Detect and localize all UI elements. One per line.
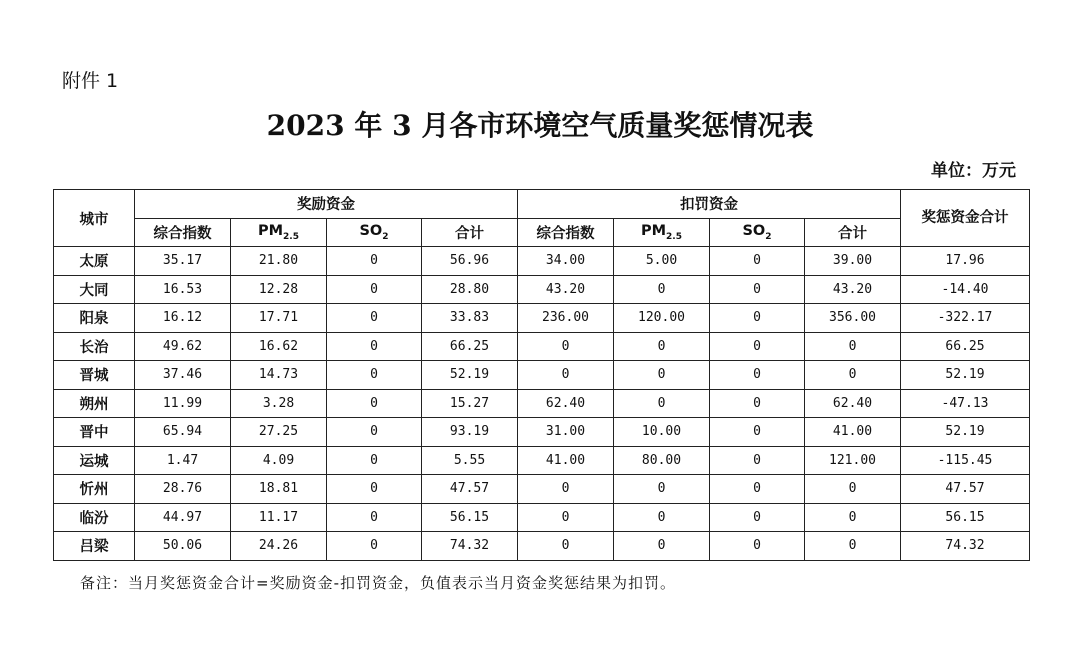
value-cell: 0 (614, 532, 710, 561)
value-cell: 0 (710, 247, 805, 276)
table-row (54, 418, 1030, 447)
value-cell: 5.00 (614, 247, 710, 276)
value-cell: 0 (805, 332, 901, 361)
value-cell: 0 (518, 532, 614, 561)
value-cell: 65.94 (135, 418, 231, 447)
value-cell: 3.28 (231, 389, 327, 418)
table-row (54, 532, 1030, 561)
value-cell: 0 (614, 389, 710, 418)
header-total: 奖惩资金合计 (901, 190, 1030, 247)
value-cell: 0 (614, 332, 710, 361)
header-reward-so2: $SO_2$ (327, 218, 422, 247)
value-cell: -14.40 (901, 275, 1030, 304)
value-cell: 0 (710, 389, 805, 418)
value-cell: 43.20 (805, 275, 901, 304)
value-cell: 28.76 (135, 475, 231, 504)
value-cell: 10.00 (614, 418, 710, 447)
value-cell: 0 (710, 503, 805, 532)
value-cell: 41.00 (518, 446, 614, 475)
header-reward-composite: 综合指数 (135, 218, 231, 247)
header-reward-pm25: $PM_{2.5}$ (231, 218, 327, 247)
value-cell: 0 (327, 275, 422, 304)
city-cell: 大同 (54, 275, 135, 304)
value-cell: 356.00 (805, 304, 901, 333)
value-cell: 0 (327, 361, 422, 390)
value-cell: 62.40 (805, 389, 901, 418)
value-cell: 5.55 (422, 446, 518, 475)
attachment-label: 附件 1 (62, 70, 119, 92)
table-row (54, 503, 1030, 532)
value-cell: 0 (805, 361, 901, 390)
value-cell: 66.25 (422, 332, 518, 361)
table-row (54, 475, 1030, 504)
value-cell: 11.99 (135, 389, 231, 418)
header-penalty-so2: $SO_2$ (710, 218, 805, 247)
value-cell: 1.47 (135, 446, 231, 475)
value-cell: -115.45 (901, 446, 1030, 475)
value-cell: 52.19 (422, 361, 518, 390)
value-cell: 16.62 (231, 332, 327, 361)
value-cell: 0 (710, 475, 805, 504)
value-cell: 52.19 (901, 418, 1030, 447)
value-cell: 24.26 (231, 532, 327, 561)
city-cell: 晋中 (54, 418, 135, 447)
value-cell: 0 (710, 304, 805, 333)
value-cell: 56.15 (901, 503, 1030, 532)
value-cell: 43.20 (518, 275, 614, 304)
value-cell: 0 (710, 275, 805, 304)
city-cell: 吕梁 (54, 532, 135, 561)
value-cell: 16.53 (135, 275, 231, 304)
table-row (54, 446, 1030, 475)
value-cell: 93.19 (422, 418, 518, 447)
table-row (54, 304, 1030, 333)
footnote: 备注：当月奖惩资金合计=奖励资金-扣罚资金，负值表示当月资金奖惩结果为扣罚。 (80, 574, 676, 592)
value-cell: 236.00 (518, 304, 614, 333)
value-cell: 121.00 (805, 446, 901, 475)
table-row (54, 361, 1030, 390)
header-reward-group: 奖励资金 (135, 190, 518, 219)
city-cell: 阳泉 (54, 304, 135, 333)
value-cell: 35.17 (135, 247, 231, 276)
value-cell: 4.09 (231, 446, 327, 475)
value-cell: 17.71 (231, 304, 327, 333)
header-penalty-subtotal: 合计 (805, 218, 901, 247)
city-cell: 运城 (54, 446, 135, 475)
value-cell: -322.17 (901, 304, 1030, 333)
page-title: 2023 年 3 月各市环境空气质量奖惩情况表 (266, 109, 814, 142)
value-cell: -47.13 (901, 389, 1030, 418)
value-cell: 74.32 (422, 532, 518, 561)
table-row (54, 247, 1030, 276)
city-cell: 朔州 (54, 389, 135, 418)
value-cell: 0 (518, 332, 614, 361)
table-row (54, 332, 1030, 361)
value-cell: 50.06 (135, 532, 231, 561)
value-cell: 0 (805, 503, 901, 532)
table-row (54, 389, 1030, 418)
value-cell: 0 (327, 418, 422, 447)
value-cell: 66.25 (901, 332, 1030, 361)
value-cell: 21.80 (231, 247, 327, 276)
value-cell: 0 (614, 275, 710, 304)
value-cell: 0 (327, 475, 422, 504)
value-cell: 16.12 (135, 304, 231, 333)
value-cell: 47.57 (901, 475, 1030, 504)
value-cell: 31.00 (518, 418, 614, 447)
value-cell: 0 (614, 503, 710, 532)
value-cell: 0 (710, 446, 805, 475)
value-cell: 74.32 (901, 532, 1030, 561)
city-cell: 太原 (54, 247, 135, 276)
value-cell: 0 (614, 475, 710, 504)
value-cell: 44.97 (135, 503, 231, 532)
value-cell: 47.57 (422, 475, 518, 504)
value-cell: 14.73 (231, 361, 327, 390)
value-cell: 12.28 (231, 275, 327, 304)
value-cell: 0 (327, 532, 422, 561)
value-cell: 0 (327, 332, 422, 361)
value-cell: 80.00 (614, 446, 710, 475)
value-cell: 0 (518, 361, 614, 390)
value-cell: 0 (518, 503, 614, 532)
value-cell: 52.19 (901, 361, 1030, 390)
value-cell: 15.27 (422, 389, 518, 418)
value-cell: 34.00 (518, 247, 614, 276)
value-cell: 0 (327, 247, 422, 276)
value-cell: 0 (327, 389, 422, 418)
value-cell: 0 (805, 475, 901, 504)
value-cell: 56.96 (422, 247, 518, 276)
value-cell: 41.00 (805, 418, 901, 447)
value-cell: 37.46 (135, 361, 231, 390)
value-cell: 0 (710, 332, 805, 361)
value-cell: 0 (710, 532, 805, 561)
city-cell: 晋城 (54, 361, 135, 390)
header-penalty-group: 扣罚资金 (518, 190, 901, 219)
value-cell: 56.15 (422, 503, 518, 532)
city-cell: 长治 (54, 332, 135, 361)
value-cell: 0 (518, 475, 614, 504)
value-cell: 0 (327, 503, 422, 532)
value-cell: 62.40 (518, 389, 614, 418)
header-penalty-composite: 综合指数 (518, 218, 614, 247)
value-cell: 11.17 (231, 503, 327, 532)
value-cell: 49.62 (135, 332, 231, 361)
value-cell: 0 (710, 418, 805, 447)
value-cell: 120.00 (614, 304, 710, 333)
value-cell: 39.00 (805, 247, 901, 276)
header-reward-subtotal: 合计 (422, 218, 518, 247)
reward-penalty-table (53, 189, 1030, 561)
value-cell: 27.25 (231, 418, 327, 447)
value-cell: 0 (327, 304, 422, 333)
value-cell: 18.81 (231, 475, 327, 504)
value-cell: 0 (327, 446, 422, 475)
header-penalty-pm25: $PM_{2.5}$ (614, 218, 710, 247)
value-cell: 0 (614, 361, 710, 390)
unit-label: 单位：万元 (931, 161, 1016, 181)
table-row (54, 275, 1030, 304)
city-cell: 临汾 (54, 503, 135, 532)
header-city: 城市 (54, 190, 135, 247)
city-cell: 忻州 (54, 475, 135, 504)
value-cell: 33.83 (422, 304, 518, 333)
value-cell: 28.80 (422, 275, 518, 304)
value-cell: 0 (805, 532, 901, 561)
value-cell: 17.96 (901, 247, 1030, 276)
value-cell: 0 (710, 361, 805, 390)
